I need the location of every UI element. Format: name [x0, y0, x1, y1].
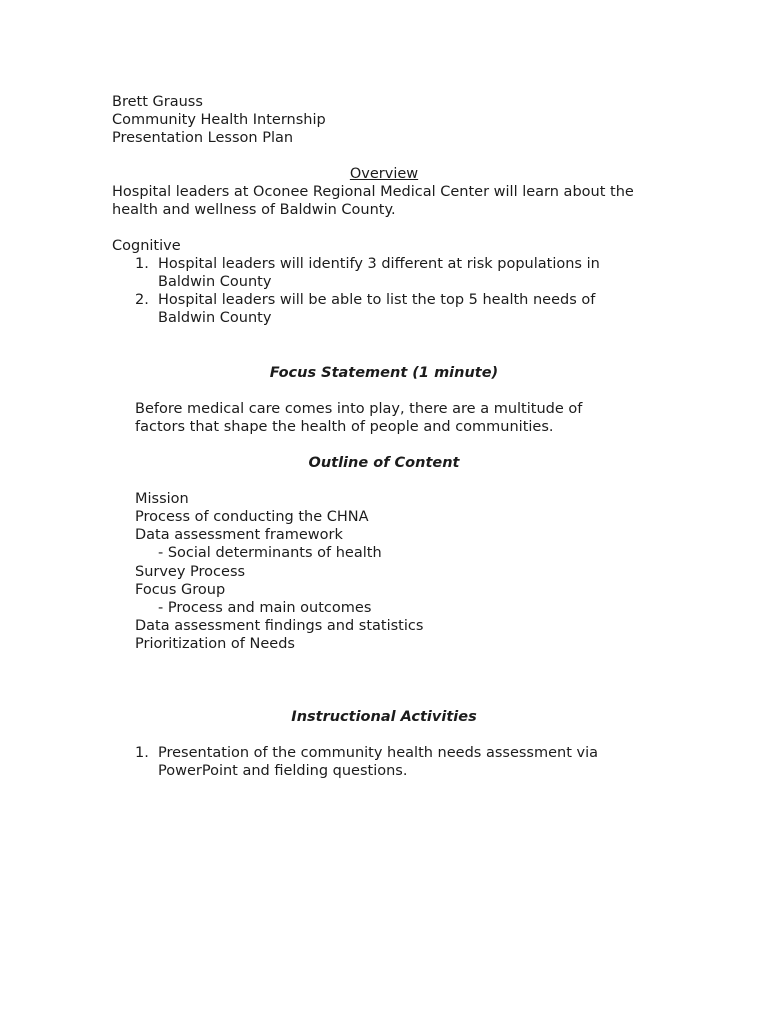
- outline-item: Mission: [135, 491, 189, 507]
- outline-item: Data assessment findings and statistics: [135, 618, 424, 634]
- list-item-text: Hospital leaders will identify 3 different at risk populations in: [158, 256, 600, 272]
- list-number: 1.: [135, 256, 149, 272]
- focus-statement-line-2: factors that shape the health of people and communities.: [135, 419, 554, 435]
- list-item-text-cont: Baldwin County: [158, 310, 272, 326]
- list-item-text: Presentation of the community health needs assessment via: [158, 745, 598, 761]
- list-item-text-cont: Baldwin County: [158, 274, 272, 290]
- list-item-text: Hospital leaders will be able to list the top 5 health needs of: [158, 292, 596, 308]
- overview-text-line-2: health and wellness of Baldwin County.: [112, 202, 396, 218]
- outline-subitem: - Social determinants of health: [158, 545, 382, 561]
- cognitive-label: Cognitive: [112, 238, 181, 254]
- author-name: Brett Grauss: [112, 94, 203, 110]
- list-number: 1.: [135, 745, 149, 761]
- outline-item: Data assessment framework: [135, 527, 343, 543]
- outline-subitem: - Process and main outcomes: [158, 600, 372, 616]
- outline-item: Prioritization of Needs: [135, 636, 295, 652]
- outline-item: Survey Process: [135, 564, 246, 580]
- list-item-text-cont: PowerPoint and fielding questions.: [158, 763, 408, 779]
- overview-text-line-1: Hospital leaders at Oconee Regional Medical Center will learn about the: [112, 184, 634, 200]
- instructional-activities-heading: Instructional Activities: [291, 709, 477, 725]
- document-title: Presentation Lesson Plan: [112, 130, 294, 146]
- overview-heading: Overview: [349, 166, 419, 182]
- list-number: 2.: [135, 292, 149, 308]
- outline-item: Focus Group: [135, 582, 226, 598]
- outline-item: Process of conducting the CHNA: [135, 509, 369, 525]
- course-name: Community Health Internship: [112, 112, 326, 128]
- outline-heading: Outline of Content: [308, 455, 460, 471]
- focus-statement-line-1: Before medical care comes into play, there are a multitude of: [135, 401, 583, 417]
- focus-statement-heading: Focus Statement (1 minute): [269, 365, 499, 381]
